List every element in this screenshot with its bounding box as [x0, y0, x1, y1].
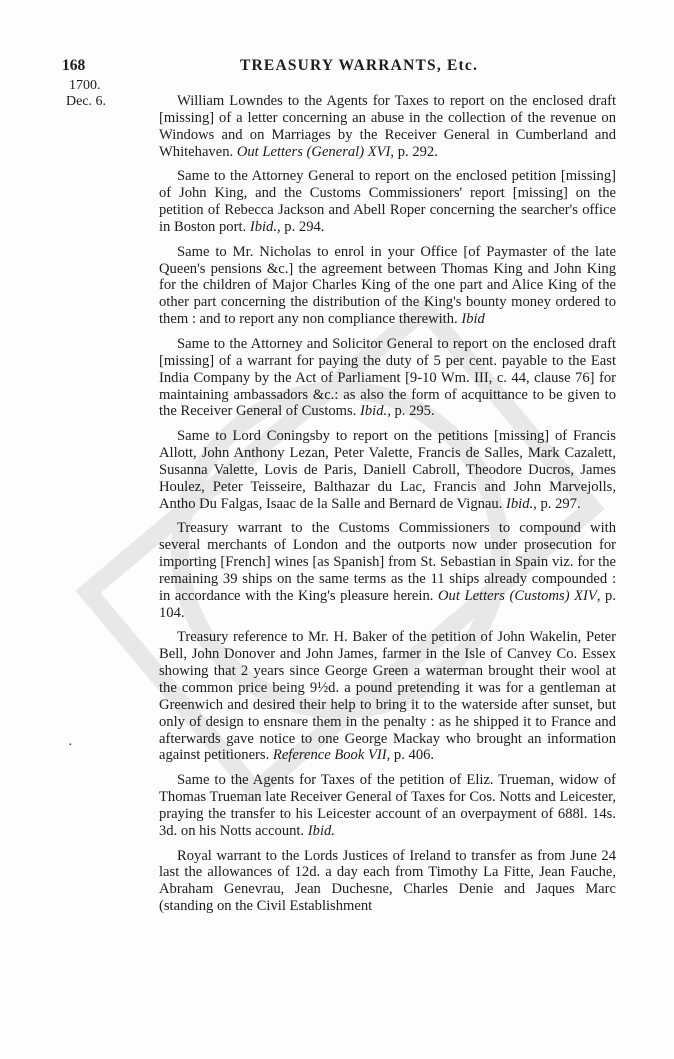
entry: Same to Lord Coningsby to report on the petitions [missing] of Francis Allott, John Anthony Lezan, Peter Valette, Francis de Salles, Mark Cazalett, Susanna Valette, Lovis de Paris, Daniell Cabroll, Theodore Ducros, James Houlez, Peter Teisseire, Balthazar du Lac, Francis and John Marvejolls, Antho Du Falgas, Isaac de la Salle and Bernard de Vignau. Ibid., p. 297.: [159, 428, 616, 512]
entry: Treasury warrant to the Customs Commissioners to compound with several merchants of London and the outports now under prosecution for importing [French] wines [as Spanish] from St. Sebastian in Spain viz. for the remaining 39 ships on the same terms as the 11 ships already compounded : in accordance with the King's pleasure herein. Out Letters (Customs) XIV, p. 104.: [159, 520, 616, 621]
margin-date: Dec. 6.: [66, 94, 107, 109]
entry: Same to the Attorney and Solicitor General to report on the enclosed draft [missing] of a warrant for paying the duty of 5 per cent. payable to the East India Company by the Act of Parliament [9-10 Wm. III, c. 44, clause 76] for maintaining ambassadors &c.: as also the form of acquittance to be given to the Receiver General of Customs. Ibid., p. 295.: [159, 335, 616, 420]
page-header: [62, 57, 616, 79]
margin-year: 1700.: [69, 78, 101, 93]
page-number: 168: [62, 57, 86, 74]
entry: Royal warrant to the Lords Justices of Ireland to transfer as from June 24 last the allowances of 12d. a day each from Timothy La Fitte, Jean Fauche, Abraham Genevrau, Jean Duchesne, Charles Denie and Jaques Marc (standing on the Civil Establishment: [159, 847, 616, 915]
entry: William Lowndes to the Agents for Taxes to report on the enclosed draft [missing] of a letter concerning an abuse in the collection of the revenue on Windows and on Marriages by the Receiver General in Cumberland and Whitehaven. Out Letters (General) XVI, p. 292.: [159, 93, 616, 160]
entry: Same to Mr. Nicholas to enrol in your Office [of Paymaster of the late Queen's pensions &c.] the agreement between Thomas King and John King for the children of Major Charles King of the one part and Alice King of the other part concerning the distribution of the King's bounty money ordered to them : and to report any non compliance therewith. Ibid: [159, 243, 616, 328]
entry: Same to the Agents for Taxes of the petition of Eliz. Trueman, widow of Thomas Trueman late Receiver General of Taxes for Cos. Notts and Leicester, praying the transfer to his Leicester account of an overpayment of 688l. 14s. 3d. on his Notts account. Ibid.: [159, 772, 616, 839]
entry: Same to the Attorney General to report on the enclosed petition [missing] of John King, and the Customs Commissioners' report [missing] on the petition of Rebecca Jackson and Abell Roper concerning the searcher's office in Boston port. Ibid., p. 294.: [159, 168, 616, 235]
entry: Treasury reference to Mr. H. Baker of the petition of John Wakelin, Peter Bell, John Donover and John James, farmer in the Isle of Canvey Co. Essex showing that 2 years since George Green a waterman brought their wool at the common price being 9½d. a pound pretending it was for a gentleman at Greenwich and desired their help to bring it to the waterside after sunset, but only of design to ensnare them in the penalty : as he shipped it to France and afterwards gave notice to one George Mackay who brought an information against petitioners. Reference Book VII, p. 406.: [159, 629, 616, 764]
document-body: [159, 93, 616, 923]
running-title: TREASURY WARRANTS, Etc.: [239, 57, 479, 74]
stray-mark: ·: [68, 738, 73, 753]
